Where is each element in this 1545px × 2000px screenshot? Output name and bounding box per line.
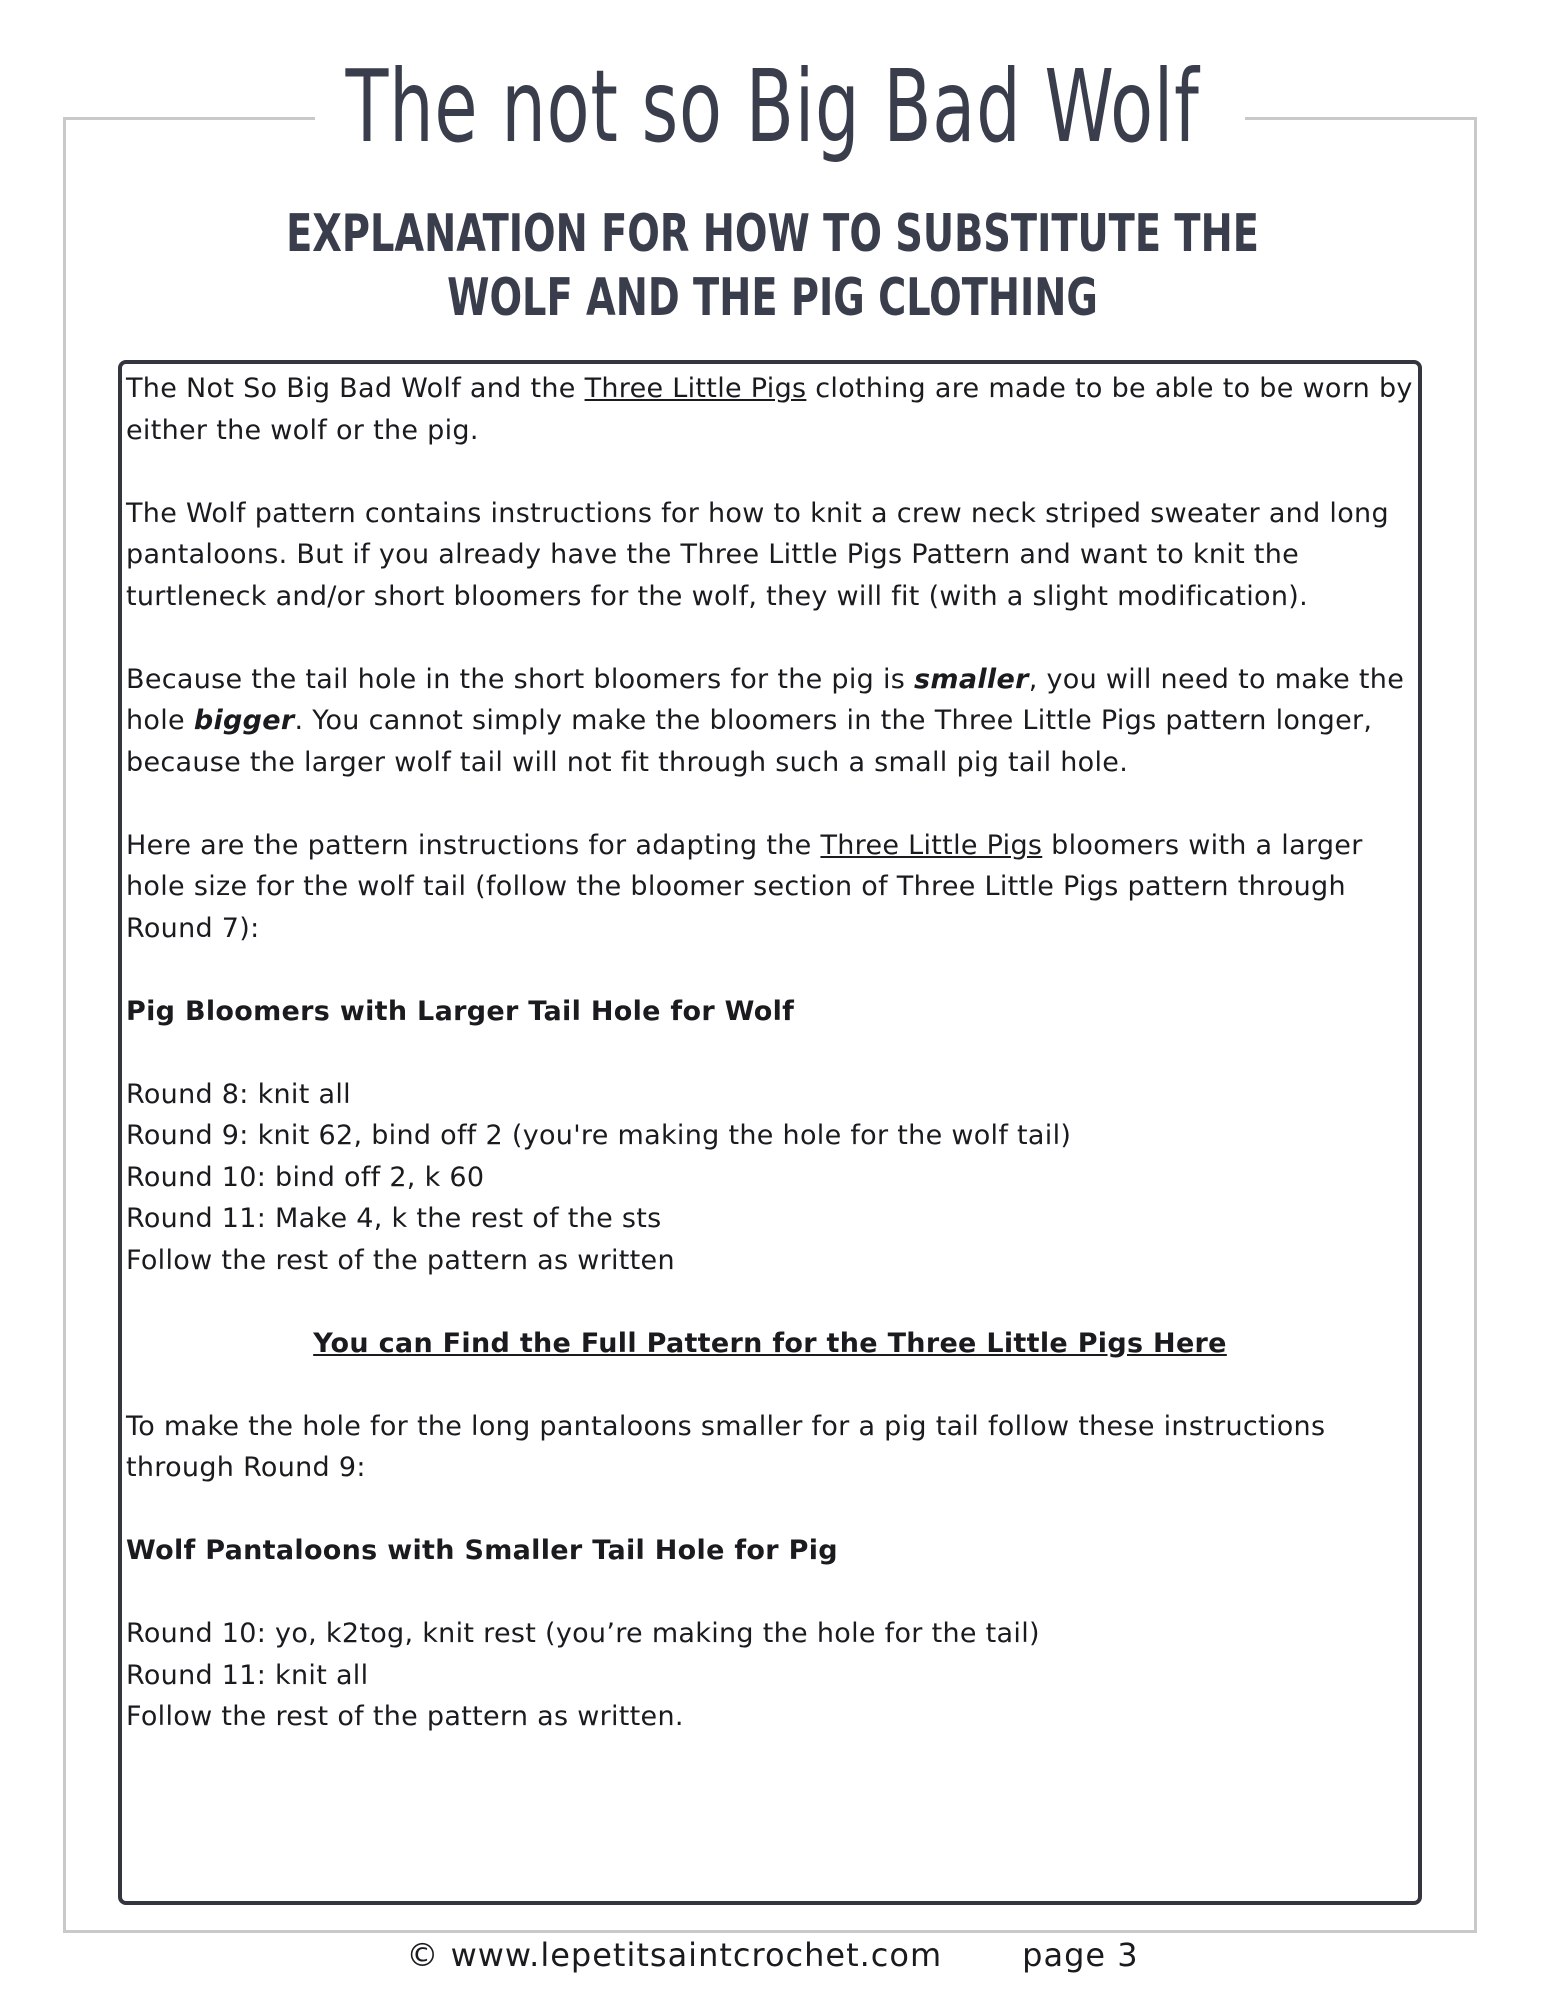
- tail-hole-paragraph: Because the tail hole in the short bloomers for the pig is smaller, you will need to make the hole bigger. You cannot simply make the bloomers in the Three Little Pigs pattern longer, because the larger wolf tail will not fit through such a small pig tail hole.: [126, 663, 1405, 778]
- adapting-paragraph: Here are the pattern instructions for adapting the Three Little Pigs bloomers with a larger hole size for the wolf tail (follow the bloomer section of Three Little Pigs pattern through Round 7):: [126, 829, 1363, 944]
- section1-rounds: [126, 1074, 1414, 1282]
- full-pattern-link[interactable]: You can Find the Full Pattern for the Three Little Pigs Here: [313, 1327, 1227, 1359]
- footer: [0, 1935, 1545, 1975]
- pantaloons-paragraph: To make the hole for the long pantaloons smaller for a pig tail follow these instructions through Round 9:: [126, 1410, 1326, 1483]
- wolf-pattern-paragraph: The Wolf pattern contains instructions for how to knit a crew neck striped sweater and long pantaloons. But if you already have the Three Little Pigs Pattern and want to knit the turtleneck and/or short bloomers for the wolf, they will fit (with a slight modification).: [126, 497, 1389, 612]
- round-line: Follow the rest of the pattern as written: [126, 1244, 675, 1276]
- page-title: The not so Big Bad Wolf: [345, 48, 1200, 165]
- round-line: Round 11: Make 4, k the rest of the sts: [126, 1203, 662, 1234]
- round-line: Round 11: knit all: [126, 1659, 369, 1691]
- round-line: Round 9: knit 62, bind off 2 (you're making the hole for the wolf tail): [126, 1120, 1072, 1151]
- page-subtitle: EXPLANATION FOR HOW TO SUBSTITUTE THE WOLF AND THE PIG CLOTHING: [286, 204, 1259, 328]
- content-body: [126, 368, 1414, 1738]
- round-line: Round 8: knit all: [126, 1078, 351, 1110]
- section2-rounds: [126, 1613, 1414, 1738]
- content-box: [118, 360, 1422, 1905]
- intro-paragraph: The Not So Big Bad Wolf and the Three Little Pigs clothing are made to be able to be worn by either the wolf or the pig.: [126, 373, 1413, 446]
- section1-heading: Pig Bloomers with Larger Tail Hole for Wolf: [126, 995, 795, 1027]
- page-number: page 3: [1022, 1936, 1139, 1974]
- round-line: Round 10: yo, k2tog, knit rest (you’re making the hole for the tail): [126, 1618, 1040, 1649]
- three-little-pigs-link[interactable]: Three Little Pigs: [584, 373, 807, 404]
- section2-heading: Wolf Pantaloons with Smaller Tail Hole for Pig: [126, 1535, 838, 1566]
- three-little-pigs-link-2[interactable]: Three Little Pigs: [820, 829, 1043, 861]
- round-line: Follow the rest of the pattern as written.: [126, 1701, 684, 1732]
- copyright-link[interactable]: © www.lepetitsaintcrochet.com: [406, 1936, 943, 1974]
- round-line: Round 10: bind off 2, k 60: [126, 1161, 485, 1193]
